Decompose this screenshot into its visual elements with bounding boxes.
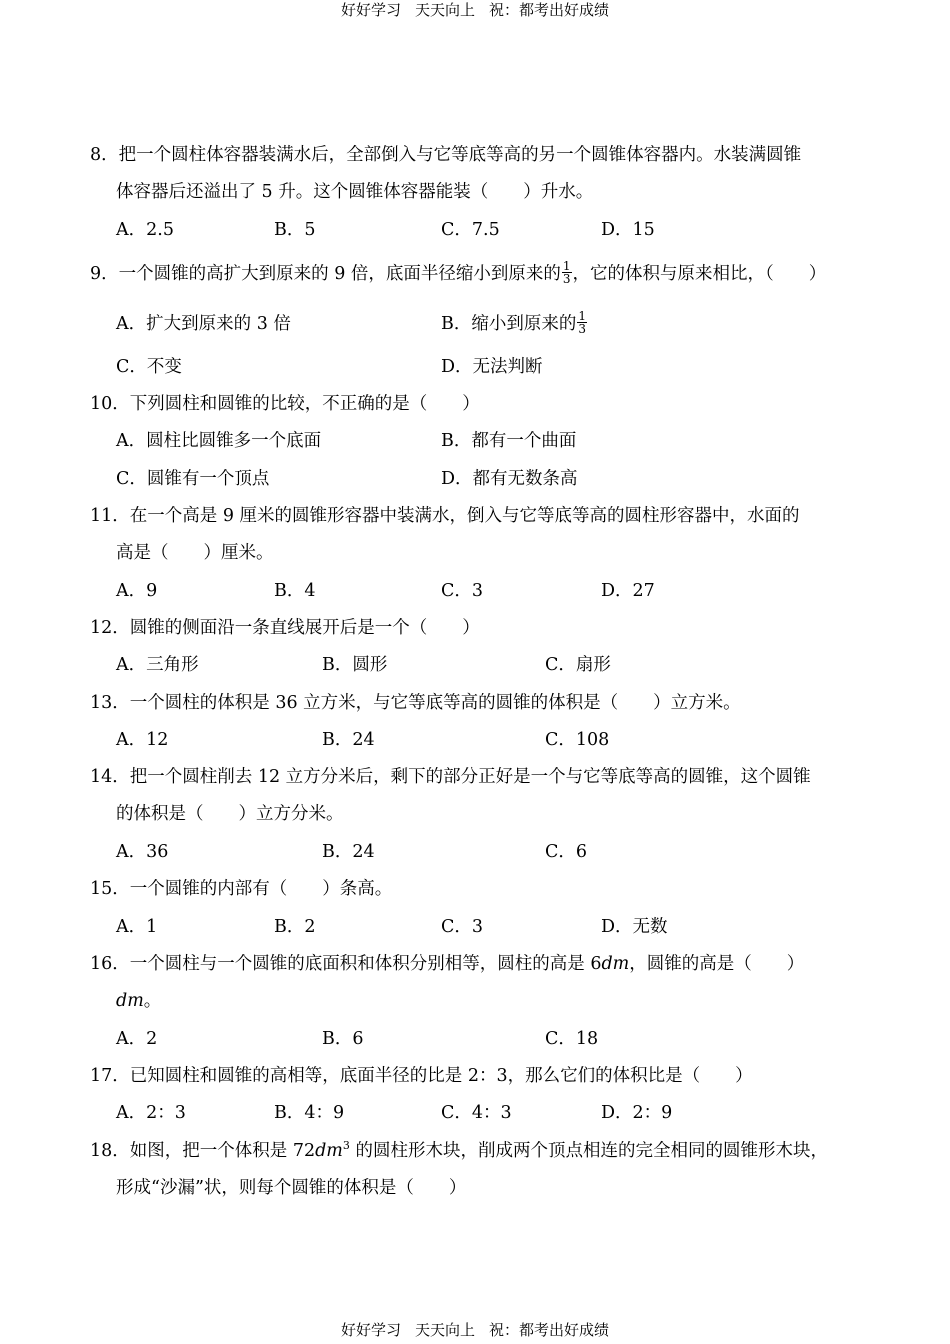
q12-option-c[interactable]: C．扇形: [545, 655, 611, 675]
q10-option-b[interactable]: B．都有一个曲面: [441, 431, 577, 451]
q9-text-pre: 9．一个圆锥的高扩大到原来的 9 倍，底面半径缩小到原来的: [90, 264, 561, 284]
q9-option-a[interactable]: A．扩大到原来的 3 倍: [116, 314, 291, 334]
q10-option-a[interactable]: A．圆柱比圆锥多一个底面: [116, 431, 322, 451]
q16-line-2: [116, 989, 161, 1013]
q9-option-c[interactable]: C．不变: [116, 357, 182, 377]
q16-line-1: [90, 952, 804, 976]
footer-motto-3: 祝：都考出好成绩: [489, 1321, 610, 1339]
q11-option-b[interactable]: B．4: [274, 581, 316, 601]
q10-line-1: 10．下列圆柱和圆锥的比较，不正确的是（ ）: [90, 394, 480, 414]
q9-text-post: ，它的体积与原来相比，（ ）: [572, 264, 827, 284]
q9-fraction: [562, 260, 572, 285]
q16-unit: dm: [601, 954, 630, 974]
q11-line-2: 高是（ ）厘米。: [116, 543, 274, 563]
q11-option-a[interactable]: A．9: [116, 581, 158, 601]
q9-option-b-denominator: 3: [578, 322, 587, 336]
q18-unit: dm: [315, 1141, 343, 1161]
header-motto-3: 祝：都考出好成绩: [489, 1, 610, 19]
q10-option-d[interactable]: D．都有无数条高: [441, 469, 578, 489]
q14-option-b[interactable]: B．24: [322, 842, 375, 862]
q17-line-1: 17．已知圆柱和圆锥的高相等，底面半径的比是 2：3，那么它们的体积比是（ ）: [90, 1066, 753, 1086]
q18-unit-exponent: 3: [342, 1139, 350, 1152]
q18-text-pre: 18．如图，把一个体积是 72: [90, 1141, 316, 1161]
footer-motto-2: 天天向上: [414, 1321, 475, 1339]
q18-line-1: [90, 1139, 828, 1163]
q13-option-a[interactable]: A．12: [116, 730, 169, 750]
q16-option-a[interactable]: A．2: [116, 1029, 158, 1049]
q18-text-post: 的圆柱形木块，削成两个顶点相连的完全相同的圆锥形木块，: [349, 1141, 828, 1161]
q15-option-d[interactable]: D．无数: [601, 917, 668, 937]
q11-option-d[interactable]: D．27: [601, 581, 655, 601]
q14-option-a[interactable]: A．36: [116, 842, 169, 862]
q9-option-b-fraction: [577, 310, 587, 335]
q8-option-d[interactable]: D．15: [601, 220, 655, 240]
q17-option-b[interactable]: B．4：9: [274, 1103, 345, 1123]
q8-option-a[interactable]: A．2.5: [116, 220, 174, 240]
footer-motto-1: 好好学习: [340, 1321, 401, 1339]
q13-line-1: 13．一个圆柱的体积是 36 立方米，与它等底等高的圆锥的体积是（ ）立方米。: [90, 693, 741, 713]
q9-option-d[interactable]: D．无法判断: [441, 357, 543, 377]
q16-line-2-unit: dm: [116, 991, 144, 1011]
q13-option-c[interactable]: C．108: [545, 730, 610, 750]
q9-fraction-numerator: 1: [562, 259, 571, 273]
q14-line-1: 14．把一个圆柱削去 12 立方分米后，剩下的部分正好是一个与它等底等高的圆锥，这个圆锥: [90, 767, 811, 787]
q17-option-a[interactable]: A．2：3: [116, 1103, 186, 1123]
q16-text-post: ，圆锥的高是（ ）: [629, 954, 805, 974]
q11-option-c[interactable]: C．3: [441, 581, 484, 601]
q13-option-b[interactable]: B．24: [322, 730, 375, 750]
q9-fraction-denominator: 3: [562, 272, 571, 286]
q8-line-1: 8．把一个圆柱体容器装满水后，全部倒入与它等底等高的另一个圆锥体容器内。水装满圆锥: [90, 145, 802, 165]
header-motto-1: 好好学习: [340, 1, 401, 19]
q17-option-c[interactable]: C．4：3: [441, 1103, 512, 1123]
page-header: [0, 0, 950, 20]
q16-option-b[interactable]: B．6: [322, 1029, 364, 1049]
q8-option-c[interactable]: C．7.5: [441, 220, 500, 240]
q12-option-a[interactable]: A．三角形: [116, 655, 199, 675]
q15-option-a[interactable]: A．1: [116, 917, 158, 937]
q10-option-c[interactable]: C．圆锥有一个顶点: [116, 469, 270, 489]
q9-line-1: [90, 259, 827, 287]
q16-option-c[interactable]: C．18: [545, 1029, 599, 1049]
header-motto-2: 天天向上: [414, 1, 475, 19]
q14-option-c[interactable]: C．6: [545, 842, 588, 862]
q9-option-b-text: B．缩小到原来的: [441, 314, 577, 334]
q16-text-pre: 16．一个圆柱与一个圆锥的底面积和体积分别相等，圆柱的高是 6: [90, 954, 602, 974]
q15-line-1: 15．一个圆锥的内部有（ ）条高。: [90, 879, 393, 899]
q12-line-1: 12．圆锥的侧面沿一条直线展开后是一个（ ）: [90, 618, 480, 638]
q17-option-d[interactable]: D．2：9: [601, 1103, 673, 1123]
q15-option-c[interactable]: C．3: [441, 917, 484, 937]
q8-line-2: 体容器后还溢出了 5 升。这个圆锥体容器能装（ ）升水。: [116, 182, 594, 202]
q9-option-b[interactable]: [441, 309, 588, 337]
q16-line-2-post: 。: [143, 991, 162, 1011]
q8-option-b[interactable]: B．5: [274, 220, 316, 240]
q14-line-2: 的体积是（ ）立方分米。: [116, 804, 344, 824]
q15-option-b[interactable]: B．2: [274, 917, 316, 937]
q12-option-b[interactable]: B．圆形: [322, 655, 388, 675]
page-footer: [0, 1320, 950, 1340]
q11-line-1: 11．在一个高是 9 厘米的圆锥形容器中装满水，倒入与它等底等高的圆柱形容器中，水面的: [90, 506, 800, 526]
q18-line-2: 形成“沙漏”状，则每个圆锥的体积是（ ）: [116, 1178, 467, 1198]
q9-option-b-numerator: 1: [578, 309, 587, 323]
